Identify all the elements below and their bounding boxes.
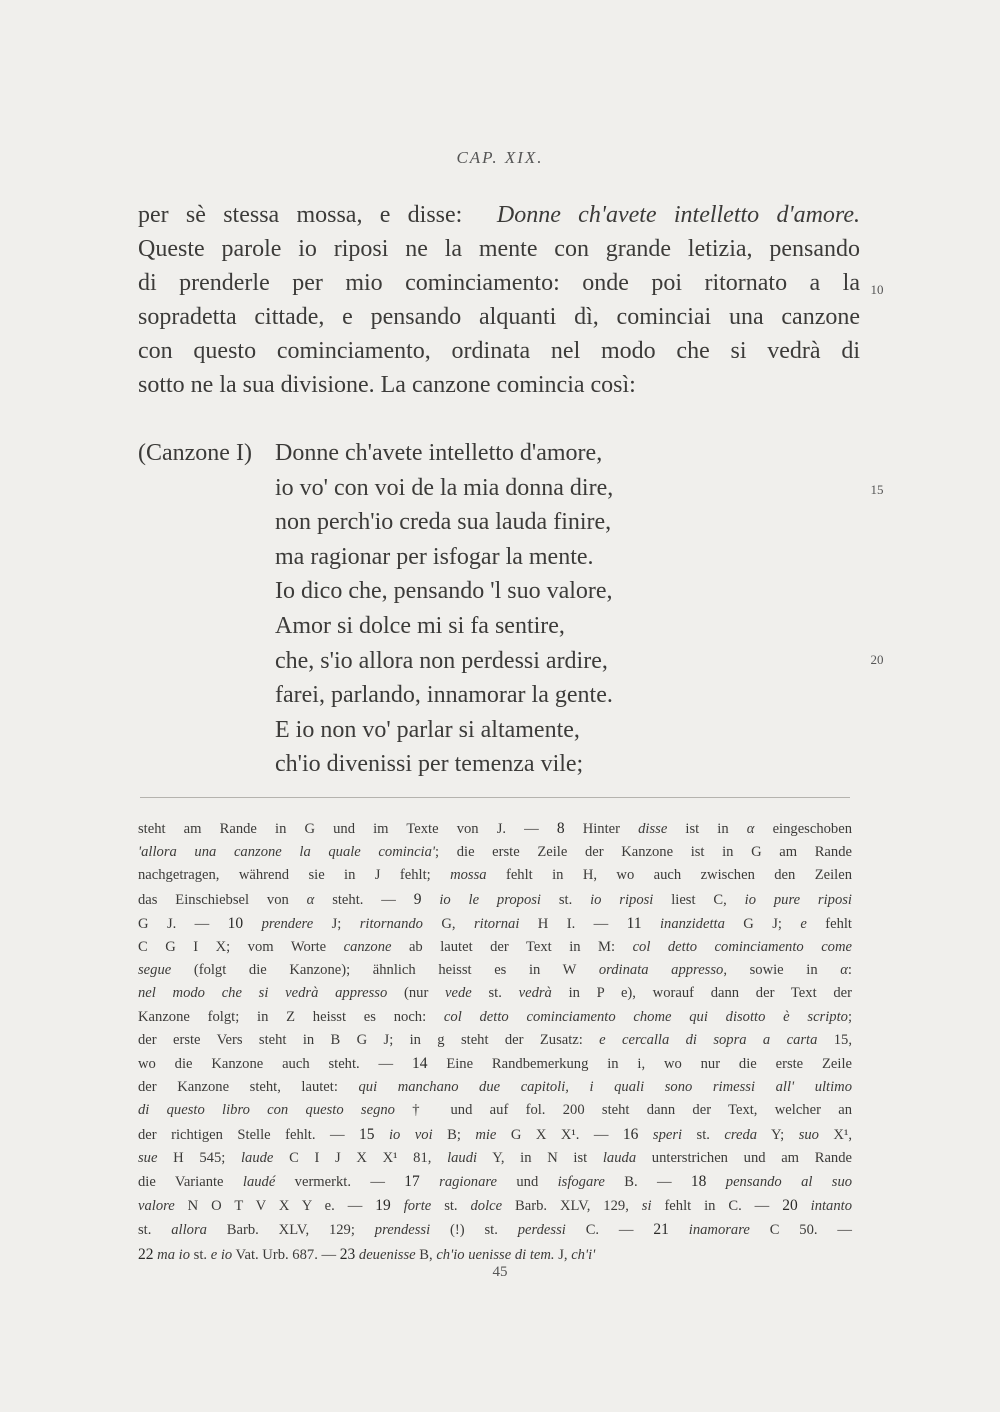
prose-line: di prenderle per mio cominciamento: onde poi ritornato a la	[138, 270, 860, 296]
verse-line: ma ragionar per isfogar la mente.	[275, 543, 594, 570]
note-line: der erste Vers steht in B G J; in g steht der Zusatz: e cercalla di sopra a carta 15,	[138, 1031, 852, 1048]
note-ref-number: 14	[411, 1055, 428, 1073]
verse-label: (Canzone I)	[138, 440, 252, 466]
footnote-divider	[140, 797, 850, 798]
note-ref-number: 23	[339, 1245, 356, 1263]
note-ref-number: 20	[782, 1197, 798, 1215]
critical-apparatus	[138, 817, 852, 1267]
note-line: wo die Kanzone auch steht. — 14 Eine Randbemerkung in i, wo nur die erste Zeile	[138, 1055, 852, 1073]
verse-line: io vo' con voi de la mia donna dire,	[275, 474, 614, 501]
prose-line: con questo cominciamento, ordinata nel modo che si vedrà di	[138, 338, 860, 364]
note-ref-number: 15	[359, 1125, 375, 1143]
line-number: 15	[870, 482, 884, 497]
note-ref-number: 10	[227, 914, 244, 932]
note-line: G J. — 10 prendere J; ritornando G, ritornai H I. — 11 inanzidetta G J; e fehlt	[138, 914, 852, 932]
note-line: st. allora Barb. XLV, 129; prendessi (!) st. perdessi C. — 21 inamorare C 50. —	[138, 1221, 852, 1239]
prose-line: sopradetta cittade, e pensando alquanti dì, cominciai una canzone	[138, 304, 860, 330]
note-ref-number: 16	[622, 1125, 639, 1143]
prose-paragraph	[138, 198, 860, 402]
note-line: der richtigen Stelle fehlt. — 15 io voi B; mie G X X¹. — 16 speri st. creda Y; suo X¹,	[138, 1125, 852, 1143]
note-line: Kanzone folgt; in Z heisst es noch: col detto cominciamento chome qui disotto è scripto;	[138, 1008, 852, 1025]
note-line: valore N O T V X Y e. — 19 forte st. dolce Barb. XLV, 129, si fehlt in C. — 20 intanto	[138, 1197, 852, 1215]
note-ref-number: 21	[653, 1221, 669, 1239]
verse-line: E io non vo' parlar si altamente,	[275, 716, 580, 743]
note-line: 'allora una canzone la quale comincia'; die erste Zeile der Kanzone ist in G am Rande	[138, 844, 852, 861]
verse-line: non perch'io creda sua lauda finire,	[275, 509, 612, 536]
prose-line: sotto ne la sua divisione. La canzone comincia così:	[138, 372, 636, 398]
canzone-incipit: Donne ch'avete intelletto d'amore.	[496, 202, 861, 228]
note-ref-number: 11	[626, 914, 642, 932]
note-line: segue (folgt die Kanzone); ähnlich heisst es in W ordinata appresso, sowie in α:	[138, 962, 852, 979]
page-number: 45	[492, 1264, 508, 1280]
verse-line: Amor si dolce mi si fa sentire,	[275, 612, 565, 639]
note-line: steht am Rande in G und im Texte von J. — 8 Hinter disse ist in α eingeschoben	[138, 820, 852, 837]
prose-line: per sè stessa mossa, e disse: Donne ch'avete intelletto d'amore.	[138, 202, 861, 228]
canzone-verses	[275, 436, 613, 782]
note-line: das Einschiebsel von α steht. — 9 io le proposi st. io riposi liest C, io pure riposi	[138, 890, 852, 908]
note-ref-number: 9	[413, 890, 422, 908]
note-line: sue H 545; laude C I J X X¹ 81, laudi Y, in N ist lauda unterstrichen und am Rande	[138, 1149, 852, 1166]
note-ref-number: 22	[138, 1245, 154, 1263]
note-line: der Kanzone steht, lautet: qui manchano due capitoli, i quali sono rimessi all' ultimo	[138, 1079, 852, 1096]
note-ref-number: 19	[375, 1197, 391, 1215]
note-line: nel modo che si vedrà appresso (nur vede st. vedrà in P e), worauf dann der Text der	[138, 985, 852, 1002]
note-line: di questo libro con questo segno † und auf fol. 200 steht dann der Text, welcher an	[138, 1102, 852, 1119]
note-ref-number: 18	[690, 1173, 707, 1191]
verse-line: Io dico che, pensando 'l suo valore,	[275, 578, 613, 605]
verse-line: che, s'io allora non perdessi ardire,	[275, 647, 608, 674]
verse-line: Donne ch'avete intelletto d'amore,	[275, 440, 603, 466]
line-number: 20	[870, 652, 884, 667]
note-line: nachgetragen, während sie in J fehlt; mossa fehlt in H, wo auch zwischen den Zeilen	[138, 867, 852, 884]
note-ref-number: 17	[404, 1173, 420, 1191]
verse-line: ch'io divenissi per temenza vile;	[275, 751, 584, 778]
note-line: die Variante laudé vermerkt. — 17 ragionare und isfogare B. — 18 pensando al suo	[138, 1173, 853, 1191]
verse-line: farei, parlando, innamorar la gente.	[275, 682, 613, 709]
note-line: C G I X; vom Worte canzone ab lautet der Text in M: col detto cominciamento come	[138, 939, 852, 956]
note-ref-number: 8	[556, 820, 565, 837]
prose-line: Queste parole io riposi ne la mente con grande letizia, pensando	[138, 236, 860, 262]
line-number: 10	[870, 282, 884, 297]
note-line: 22 ma io st. e io Vat. Urb. 687. — 23 deuenisse B, ch'io uenisse di tem. J, ch'i'	[138, 1245, 596, 1263]
running-header: CAP. XIX.	[456, 148, 544, 167]
